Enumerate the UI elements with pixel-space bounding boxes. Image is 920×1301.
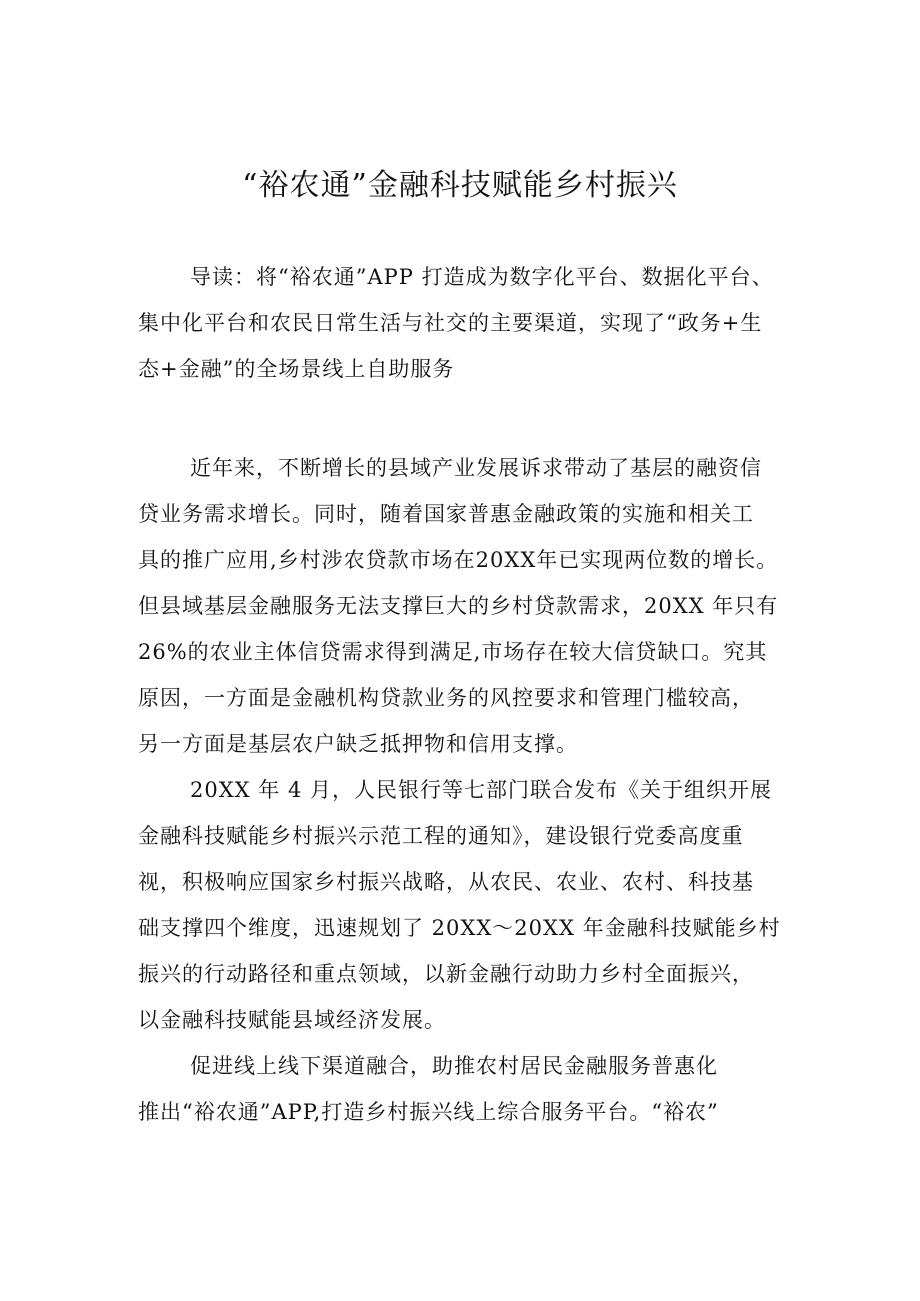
lead-paragraph <box>138 254 810 392</box>
paragraph-1-line: 另一方面是基层农户缺乏抵押物和信用支撑。 <box>138 732 578 756</box>
lead-line: 集中化平台和农民日常生活与社交的主要渠道，实现了“政务+生 <box>138 311 763 335</box>
paragraph-1-line: 但县域基层金融服务无法支撑巨大的乡村贷款需求，20XX 年只有 <box>138 594 779 618</box>
paragraph-1-line: 26%的农业主体信贷需求得到满足,市场存在较大信贷缺口。究其 <box>138 640 768 664</box>
paragraph-2-line: 以金融科技赋能县域经济发展。 <box>138 1008 446 1032</box>
body-text <box>138 445 810 1135</box>
paragraph-1-line: 具的推广应用,乡村涉农贷款市场在20XX年已实现两位数的增长。 <box>138 548 779 572</box>
paragraph-2-line: 金融科技赋能乡村振兴示范工程的通知》，建设银行党委高度重 <box>138 824 744 848</box>
paragraph-1-line: 近年来，不断增长的县域产业发展诉求带动了基层的融资信 <box>190 456 762 480</box>
lead-line: 态+金融”的全场景线上自助服务 <box>138 357 455 381</box>
paragraph-2-line: 础支撑四个维度，迅速规划了 20XX～20XX 年金融科技赋能乡村 <box>138 916 781 940</box>
lead-line: 导读：将“裕农通”APP 打造成为数字化平台、数据化平台、 <box>190 265 774 289</box>
paragraph-3-line: 促进线上线下渠道融合，助推农村居民金融服务普惠化 <box>190 1054 718 1078</box>
document-title: “裕农通”金融科技赋能乡村振兴 <box>242 168 678 203</box>
paragraph-3-line: 推出“裕农通”APP,打造乡村振兴线上综合服务平台。“裕农” <box>138 1100 719 1124</box>
paragraph-2-line: 视，积极响应国家乡村振兴战略，从农民、农业、农村、科技基 <box>138 870 754 894</box>
paragraph-1-line: 贷业务需求增长。同时，随着国家普惠金融政策的实施和相关工 <box>138 502 754 526</box>
paragraph-2-line: 20XX 年 4 月，人民银行等七部门联合发布《关于组织开展 <box>190 778 773 802</box>
paragraph-1-line: 原因，一方面是金融机构贷款业务的风控要求和管理门槛较高， <box>138 686 754 710</box>
paragraph-2-line: 振兴的行动路径和重点领域，以新金融行动助力乡村全面振兴， <box>138 962 754 986</box>
